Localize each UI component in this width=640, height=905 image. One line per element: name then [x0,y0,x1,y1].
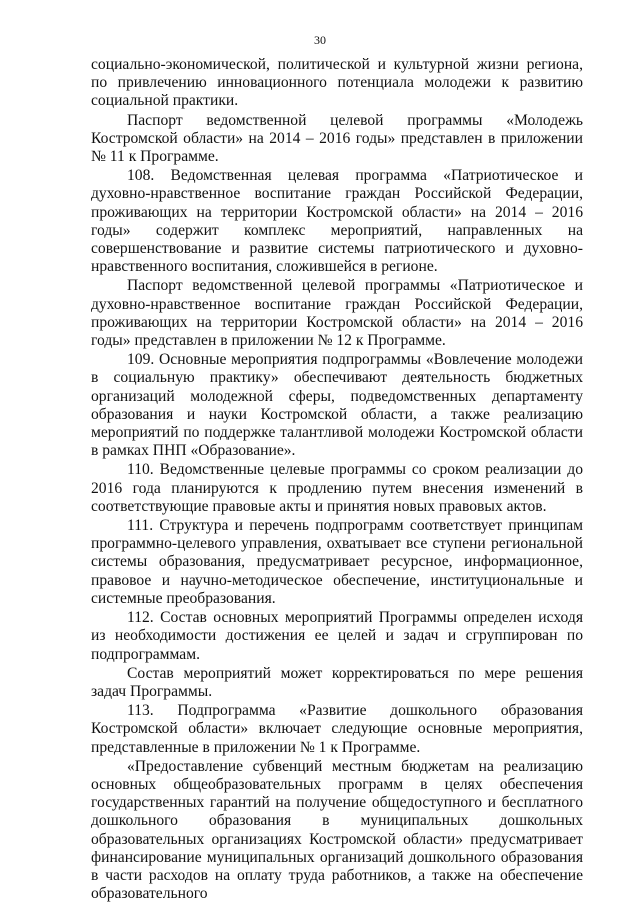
paragraph-113: 113. Подпрограмма «Развитие дошкольного образования Костромской области» включает следующие основные мероприятия, представленные в приложении № 1 к Программе. [91,702,583,756]
paragraph-subventions: «Предоставление субвенций местным бюджетам на реализацию основных общеобразовательных программ в целях обеспечения государственных гарантий на получение общедоступного и бесплатного дошкольного образования в муниципальных дошкольных образовательных организациях Костромской области» предусматривает финансирование муниципальных организаций дошкольного образования в части расходов на оплату труда работников, а также на обеспечение образовательного [91,757,583,903]
paragraph-corrections: Состав мероприятий может корректироваться по мере решения задач Программы. [91,664,583,700]
paragraph-112: 112. Состав основных мероприятий Программы определен исходя из необходимости достижения ее целей и задач и сгруппирован по подпрограммам. [91,609,583,663]
paragraph-continuation: социально-экономической, политической и культурной жизни региона, по привлечению инновационного потенциала молодежи к развитию социальной практики. [91,56,583,110]
paragraph-111: 111. Структура и перечень подпрограмм соответствует принципам программно-целевого управления, охватывает все ступени региональной системы образования, предусматривает ресурсное, информационное, правовое и научно-методическое обеспечение, институциональные и системные преобразования. [91,517,583,607]
paragraph-109: 109. Основные мероприятия подпрограммы «Вовлечение молодежи в социальную практику» обеспечивают деятельность бюджетных организаций молодежной сферы, подведомственных департаменту образования и науки Костромской области, а также реализацию мероприятий по поддержке талантливой молодежи Костромской области в рамках ПНП «Образование». [91,351,583,460]
document-body [91,56,583,903]
paragraph-passport-patriotic: Паспорт ведомственной целевой программы «Патриотическое и духовно-нравственное воспитание граждан Российской Федерации, проживающих на территории Костромской области» на 2014 – 2016 годы» представлен в приложении № 12 к Программе. [91,277,583,350]
paragraph-108: 108. Ведомственная целевая программа «Патриотическое и духовно-нравственное воспитание граждан Российской Федерации, проживающих на территории Костромской области» на 2014 – 2016 годы» содержит комплекс мероприятий, направленных на совершенствование и развитие системы патриотического и духовно-нравственного воспитания, сложившейся в регионе. [91,167,583,276]
paragraph-passport-youth: Паспорт ведомственной целевой программы «Молодежь Костромской области» на 2014 – 2016 годы» представлен в приложении № 11 к Программе. [91,111,583,166]
page-number: 30 [314,33,326,47]
paragraph-110: 110. Ведомственные целевые программы со сроком реализации до 2016 года планируются к продлению путем внесения изменений в соответствующие правовые акты и принятия новых правовых актов. [91,461,583,515]
